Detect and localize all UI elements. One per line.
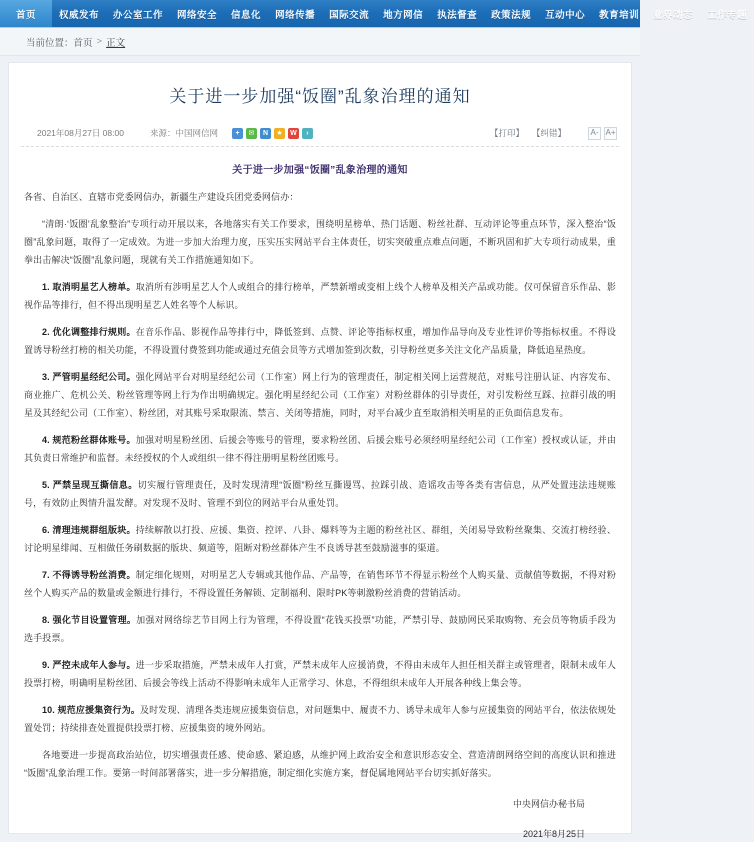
share-wechat-icon[interactable]: ✉ <box>246 128 257 139</box>
nav-item-9[interactable]: 政策法规 <box>491 9 532 21</box>
article-paragraph <box>24 368 616 422</box>
paragraph-lead: 9. 严控未成年人参与。 <box>42 659 136 670</box>
breadcrumb-current-page[interactable]: 正文 <box>106 37 126 49</box>
paragraph-lead: 7. 不得诱导粉丝消费。 <box>42 569 136 580</box>
page-title: 关于进一步加强“饭圈”乱象治理的通知 <box>169 87 471 106</box>
share-icon-group <box>232 128 313 139</box>
article-paragraph <box>24 323 616 359</box>
article-paragraph <box>24 278 616 314</box>
share-sina-weibo-icon[interactable]: W <box>288 128 299 139</box>
nav-item-1[interactable]: 权威发布 <box>59 9 100 21</box>
article-paragraph: 各地要进一步提高政治站位，切实增强责任感、使命感、紧迫感，从维护网上政治安全和意识形态安全、营造清朗网络空间的高度认识和推进“饭圈”乱象治理工作。要第一时间部署落实，进一步分解措施，制定细化实施方案，督促属地网站平台切实抓好落实。 <box>24 749 616 778</box>
paragraph-text: 加强对明星粉丝团、后援会等账号的管理，要求粉丝团、后援会账号必须经明星经纪公司（工作室）授权或认证，并由其负责日常维护和监督。未经授权的个人或组织一律不得注册明星粉丝团账号。 <box>24 434 616 463</box>
paragraph-text: 在音乐作品、影视作品等排行中，降低签到、点赞、评论等指标权重，增加作品导向及专业性评价等指标权重。不得设置诱导粉丝打榜的相关功能，不得设置付费签到功能或通过充值会员等方式增加签到次数，引导粉丝更多关注文化产品质量，降低追星热度。 <box>24 326 616 355</box>
font-decrease-button[interactable]: A- <box>588 127 601 140</box>
nav-item-2[interactable]: 办公室工作 <box>113 9 164 21</box>
article-source: 来源：中国网信网 <box>149 128 218 139</box>
paragraph-text: 制定细化规则，对明星艺人专辑或其他作品、产品等，在销售环节不得显示粉丝个人购买量、贡献值等数据，不得对粉丝个人购买产品的数量或金额进行排行，不得设置任务解锁、定制福利、限时PK等刺激粉丝消费的营销活动。 <box>24 569 616 598</box>
article-body <box>21 188 619 782</box>
article-paragraph <box>24 431 616 467</box>
signature-date: 2021年8月25日 <box>522 828 585 839</box>
nav-item-7[interactable]: 地方网信 <box>383 9 424 21</box>
article-meta-row <box>21 127 619 147</box>
article-subtitle: 关于进一步加强“饭圈”乱象治理的通知 <box>232 164 408 176</box>
breadcrumb-label: 当前位置： <box>26 37 74 49</box>
nav-item-10[interactable]: 互动中心 <box>545 9 586 21</box>
paragraph-lead: 8. 强化节目设置管理。 <box>42 614 137 625</box>
paragraph-lead: 10. 规范应援集资行为。 <box>42 704 140 715</box>
paragraph-text: 加强对网络综艺节目网上行为管理，不得设置“花钱买投票”功能，严禁引导、鼓励网民采取购物、充会员等物质手段为选手投票。 <box>24 614 616 643</box>
article-paragraph: 各省、自治区、直辖市党委网信办，新疆生产建设兵团党委网信办： <box>24 191 299 202</box>
article-card <box>8 62 632 839</box>
article-paragraph <box>24 476 616 512</box>
share-qzone-icon[interactable]: ★ <box>274 128 285 139</box>
breadcrumb-separator: > <box>96 36 103 47</box>
nav-item-4[interactable]: 信息化 <box>231 9 262 21</box>
nav-item-12[interactable]: 业界动态 <box>653 9 694 21</box>
nav-item-8[interactable]: 执法督查 <box>437 9 478 21</box>
nav-item-3[interactable]: 网络安全 <box>177 9 218 21</box>
paragraph-lead: 5. 严禁呈现互撕信息。 <box>42 479 138 490</box>
share-netease-icon[interactable]: N <box>260 128 271 139</box>
paragraph-text: 持续解散以打投、应援、集资、控评、八卦、爆料等为主题的粉丝社区、群组，关闭易导致粉丝聚集、交流打榜经验、讨论明星绯闻、互相做任务刷数据的版块、频道等，阻断对粉丝群体产生不良诱导甚至鼓励滋事的渠道。 <box>24 524 616 553</box>
signature-issuer: 中央网信办秘书局 <box>512 798 585 809</box>
share-more-icon[interactable]: › <box>302 128 313 139</box>
nav-item-5[interactable]: 网络传播 <box>275 9 316 21</box>
share-add-icon[interactable]: + <box>232 128 243 139</box>
correction-link[interactable]: 【纠错】 <box>531 128 566 139</box>
paragraph-text: 取消所有涉明星艺人个人或组合的排行榜单，严禁新增或变相上线个人榜单及相关产品或功能。仅可保留音乐作品、影视作品等排行，但不得出现明星艺人姓名等个人标识。 <box>24 281 616 310</box>
article-paragraph: “清朗·‘饭圈’乱象整治”专项行动开展以来，各地落实有关工作要求，围绕明星榜单、热门话题、粉丝社群、互动评论等重点环节，深入整治“饭圈”乱象问题，取得了一定成效。为进一步加大治理力度，压实压实网站平台主体责任，切实突破重点难点问题，不断巩固和扩大专项行动成果，重拳出击解决“饭圈”乱象问题，现就有关工作措施通知如下。 <box>24 218 616 265</box>
page-body <box>0 56 640 839</box>
article-paragraph <box>24 611 616 647</box>
article-paragraph <box>24 701 616 737</box>
paragraph-lead: 1. 取消明星艺人榜单。 <box>42 281 136 292</box>
breadcrumb-link-home[interactable]: 首页 <box>73 37 93 49</box>
paragraph-lead: 4. 规范粉丝群体账号。 <box>42 434 136 445</box>
paragraph-text: 及时发现、清理各类违规应援集资信息，对问题集中、履责不力、诱导未成年人参与应援集资的网站平台，依法依规处置处罚；持续排查处置提供投票打榜、应援集资的境外网站。 <box>24 704 616 733</box>
nav-item-11[interactable]: 教育培训 <box>599 9 640 21</box>
breadcrumb-bar <box>0 28 640 56</box>
article-paragraph <box>24 566 616 602</box>
primary-navigation-bar <box>0 0 748 28</box>
font-increase-button[interactable]: A+ <box>604 127 617 140</box>
article-tools <box>482 127 617 140</box>
print-link[interactable]: 【打印】 <box>489 128 524 139</box>
nav-item-6[interactable]: 国际交流 <box>329 9 370 21</box>
paragraph-text: 强化网站平台对明星经纪公司（工作室）网上行为的管理责任，制定相关网上运营规范，对账号注册认证、内容发布、商业推广、危机公关、粉丝管理等网上行为作出明确规定。强化明星经纪公司（工作室）对粉丝群体的引导责任，对引发粉丝互踩、拉群引战的明星及其经纪公司（工作室）、粉丝团，对其账号采取限流、禁言、关闭等措施，同时，对平台减少直至取消相关明星的正负面信息发布。 <box>24 371 616 418</box>
nav-item-0[interactable]: 首页 <box>0 0 52 27</box>
paragraph-text: 切实履行管理责任，及时发现清理“饭圈”粉丝互撕谩骂、拉踩引战、造谣攻击等各类有害信息，从严处置违法违规账号，有效防止舆情升温发酵。对发现不及时、管理不到位的网站平台从重处罚。 <box>24 479 617 508</box>
publish-date: 2021年08月27日 08:00 <box>37 128 124 139</box>
signature-block <box>21 796 619 842</box>
nav-item-13[interactable]: 工作专题 <box>707 9 748 21</box>
article-paragraph <box>24 521 616 557</box>
paragraph-lead: 3. 严管明星经纪公司。 <box>42 371 136 382</box>
article-paragraph <box>24 656 616 692</box>
paragraph-lead: 2. 优化调整排行规则。 <box>42 326 136 337</box>
font-size-controls <box>588 127 617 140</box>
paragraph-lead: 6. 清理违规群组版块。 <box>42 524 136 535</box>
paragraph-text: 进一步采取措施，严禁未成年人打赏，严禁未成年人应援消费，不得由未成年人担任相关群主或管理者，限制未成年人投票打榜，明确明星粉丝团、后援会等线上活动不得影响未成年人正常学习、休息，不得组织未成年人开展各种线上集会等。 <box>24 659 616 688</box>
